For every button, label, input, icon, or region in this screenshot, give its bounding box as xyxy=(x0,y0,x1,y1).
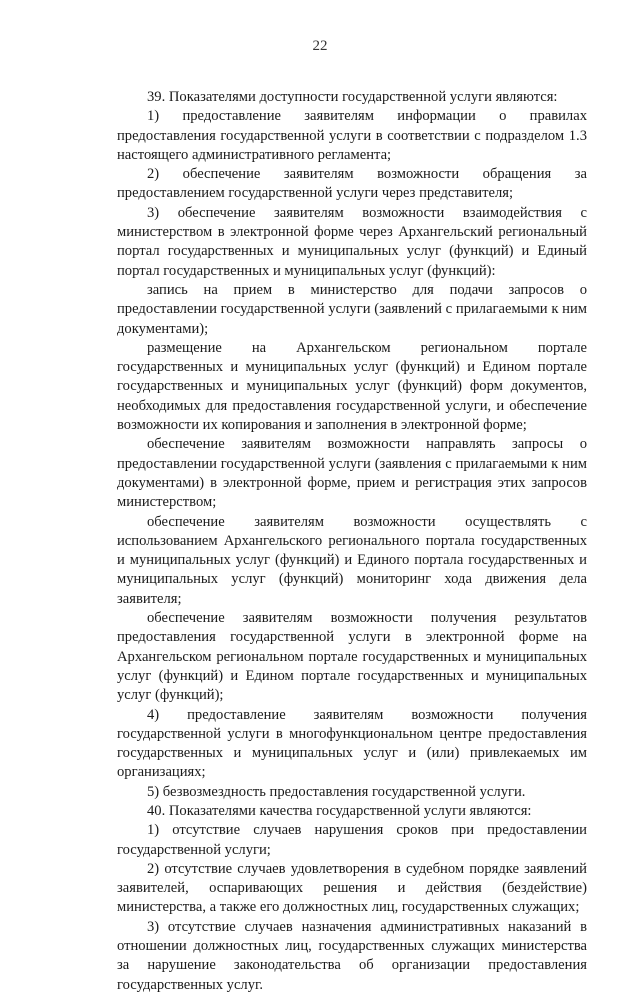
paragraph-39-item-3: 3) обеспечение заявителям возможности взаимодействия с министерством в электронной форме через Архангельский региональный портал государственных и муниципальных услуг (функций) и Единый портал государственных и муниципальных услуг (функций): xyxy=(117,204,587,279)
paragraph-39-item-1: 1) предоставление заявителям информации о правилах предоставления государственной услуги в соответствии с подразделом 1.3 настоящего административного регламента; xyxy=(117,108,587,163)
paragraph-39-item-3-requests: обеспечение заявителям возможности направлять запросы о предоставлении государственной услуги (заявления с прилагаемыми к ним документами) в электронной форме, прием и регистрация этих запросов министерством; xyxy=(117,436,587,511)
paragraph-39-item-3-forms: размещение на Архангельском региональном портале государственных и муниципальных услуг (функций) и Едином портале государственных и муниципальных услуг (функций) форм документов, необходимых для предоставления государственной услуги, и обеспечение возможности их копирования и заполнения в электронной форме; xyxy=(117,339,587,434)
page-number: 22 xyxy=(312,38,328,54)
paragraph-39-item-5: 5) безвозмездность предоставления государственной услуги. xyxy=(147,783,526,800)
paragraph-39-item-3-results: обеспечение заявителям возможности получения результатов предоставления государственной услуги в электронной форме на Архангельском региональном портале государственных и муниципальных услуг (функций) и Едином портале государственных и муниципальных услуг (функций); xyxy=(117,610,587,704)
paragraph-40-item-1: 1) отсутствие случаев нарушения сроков при предоставлении государственной услуги; xyxy=(117,822,587,858)
paragraph-40-item-3: 3) отсутствие случаев назначения административных наказаний в отношении должностных лиц, государственных служащих министерства за нарушение законодательства об организации предоставления государственных услуг. xyxy=(117,918,587,993)
paragraph-39-item-3-appointment: запись на прием в министерство для подачи запросов о предоставлении государственной услуги (заявлений с прилагаемыми к ним документами); xyxy=(117,281,587,337)
paragraph-40-item-2: 2) отсутствие случаев удовлетворения в судебном порядке заявлений заявителей, оспаривающих решения и действия (бездействие) министерства, а также его должностных лиц, государственных служащих; xyxy=(117,860,587,916)
paragraph-39-item-4: 4) предоставление заявителям возможности получения государственной услуги в многофункциональном центре предоставления государственных и муниципальных услуг и (или) привлекаемых им организациях; xyxy=(117,706,587,781)
paragraph-40-title: 40. Показателями качества государственной услуги являются: xyxy=(147,802,532,819)
paragraph-39-item-3-monitoring: обеспечение заявителям возможности осуществлять с использованием Архангельского регионального портала государственных и муниципальных услуг (функций) и Единого портала государственных и муниципальных услуг (функций) мониторинг хода движения дела заявителя; xyxy=(117,513,587,607)
document-body xyxy=(117,88,587,995)
paragraph-39-title: 39. Показателями доступности государственной услуги являются: xyxy=(147,89,558,105)
paragraph-39-item-2: 2) обеспечение заявителям возможности обращения за предоставлением государственной услуги через представителя; xyxy=(117,166,587,202)
